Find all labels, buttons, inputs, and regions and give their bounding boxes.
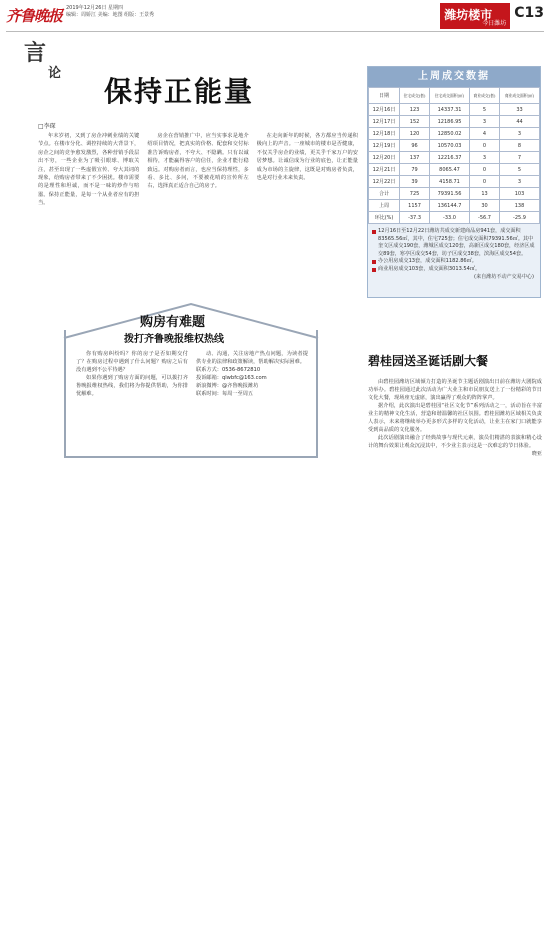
section-header — [440, 3, 544, 29]
table-header-row — [369, 88, 540, 104]
editorial-label-small: 论 — [48, 66, 62, 81]
table-cell: 103 — [500, 188, 540, 200]
weekly-sales-rows — [369, 104, 540, 224]
weekly-sales-table — [368, 87, 540, 224]
table-cell: 环比(%) — [369, 212, 400, 224]
table-cell: 12186.95 — [430, 116, 470, 128]
table-cell: 12月16日 — [369, 104, 400, 116]
weekly-sales-panel — [367, 66, 541, 298]
editorial-column: 在走向新年的时候，各方都应当传递积极向上的声音。一座城市的楼市是否健康，不仅关乎房企的业绩，更关乎千家万户的安居梦想。让诚信成为行业的底色，让正能量成为市场的主旋律，这既是对购房者负责，也是对行业未来负责。 — [256, 133, 358, 182]
contact-weibo: 新浪微博：@齐鲁晚报潍坊 — [196, 383, 259, 390]
article-paragraph: 此次话剧演出融合了经典故事与现代元素，演员们精湛的表演和精心设计的舞台效果让观众沉浸其中，不少业主表示这是一次难忘的节日体验。 — [368, 435, 542, 449]
table-cell: 120 — [400, 128, 430, 140]
table-cell: 39 — [400, 176, 430, 188]
table-cell: 1157 — [400, 200, 430, 212]
table-cell: 137 — [400, 152, 430, 164]
column-header: 住宅成交面积(㎡) — [430, 88, 470, 104]
table-cell: 4158.71 — [430, 176, 470, 188]
table-cell: 3 — [500, 128, 540, 140]
complaint-paragraph: 如果你遇到了购房方面的问题，可以拨打齐鲁晚报维权热线，我们将为你提供帮助，为你排忧解难。 — [76, 375, 188, 398]
table-cell: 136144.7 — [430, 200, 470, 212]
issue-editors: 编辑：周娇江 美编：地图 组版：王景秀 — [66, 12, 155, 18]
complaint-paragraph: 你有购房纠纷吗？你的房子是否如期交付了？在购房过程中遇到了什么问题？购房之后有没有遇到不公平待遇？ — [76, 351, 188, 374]
table-cell: 3 — [500, 176, 540, 188]
table-cell: 4 — [470, 128, 500, 140]
complaint-column — [76, 350, 188, 454]
table-row — [369, 140, 540, 152]
table-cell: 0 — [470, 164, 500, 176]
table-cell: -33.0 — [430, 212, 470, 224]
complaint-subtitle: 拨打齐鲁晚报维权热线 — [124, 334, 224, 345]
section-banner — [440, 3, 510, 29]
table-cell: 5 — [500, 164, 540, 176]
page-number: C13 — [514, 5, 544, 21]
editorial-column: 房企在营销推广中，应当实事求是地介绍项目情况，把真实的价格、配套和交付标准告诉购房者，不夸大、不隐瞒。只有以诚相待，才能赢得客户的信任，企业才能行稳致远。对购房者而言，也应当保持理性，多看、多比、多问，不要被花哨的宣传所左右，选择真正适合自己的房子。 — [147, 133, 249, 190]
table-cell: 30 — [470, 200, 500, 212]
complaint-title: 购房有难题 — [140, 315, 206, 330]
table-cell: 12月22日 — [369, 176, 400, 188]
table-row — [369, 164, 540, 176]
table-cell: 12月21日 — [369, 164, 400, 176]
sales-source: (来自潍坊不动产交易中心) — [473, 273, 534, 280]
editorial-label-big: 言 — [24, 40, 47, 66]
complaint-column — [196, 350, 308, 454]
table-row — [369, 188, 540, 200]
table-cell: 13 — [470, 188, 500, 200]
table-cell: 152 — [400, 116, 430, 128]
editorial-body — [38, 132, 358, 292]
table-cell: 上周 — [369, 200, 400, 212]
table-cell: 8065.47 — [430, 164, 470, 176]
complaint-body — [76, 350, 308, 454]
section-subtitle: 今日潍坊 — [482, 20, 507, 27]
article-paragraph: 由碧桂园潍坊区域倾力打造的圣诞节主题话剧演出日前在潍坊大剧院成功举办。碧桂园通过此次活动为广大业主和市民朋友送上了一份精彩的节日文化大餐，现场座无虚席，演出赢得了观众的阵阵掌声。 — [368, 379, 542, 401]
sales-note: 商业用房成交103套，成交面积3013.54㎡。 — [372, 266, 536, 274]
sales-note: 办公用房成交13套，成交面积1182.86㎡。 — [372, 258, 536, 266]
table-cell: 138 — [500, 200, 540, 212]
table-cell: 0 — [470, 140, 500, 152]
column-header: 商业成交(套) — [470, 88, 500, 104]
column-header: 日期 — [369, 88, 400, 104]
column-header: 商业成交面积(㎡) — [500, 88, 540, 104]
table-cell: 123 — [400, 104, 430, 116]
table-row — [369, 176, 540, 188]
table-cell: 12月20日 — [369, 152, 400, 164]
table-cell: -37.3 — [400, 212, 430, 224]
table-row — [369, 152, 540, 164]
table-cell: 725 — [400, 188, 430, 200]
table-cell: 8 — [500, 140, 540, 152]
table-cell: 79 — [400, 164, 430, 176]
table-row — [369, 104, 540, 116]
table-cell: 12月17日 — [369, 116, 400, 128]
editorial-title: 保持正能量 — [104, 75, 255, 108]
table-cell: 12月19日 — [369, 140, 400, 152]
column-header: 住宅成交(套) — [400, 88, 430, 104]
contact-email: 投诉邮箱：qlwbfc@163.com — [196, 375, 267, 382]
table-cell: -56.7 — [470, 212, 500, 224]
table-row — [369, 116, 540, 128]
table-cell: 12850.02 — [430, 128, 470, 140]
editorial-byline: □李琛 — [38, 123, 56, 130]
weekly-sales-title: 上周成交数据 — [368, 67, 540, 87]
editorial-column: 年末岁初，又到了房企冲刺业绩的关键节点。在楼市分化、调控持续的大背景下，房企之间的竞争愈发激烈，各种营销手段层出不穷，一些企业为了吸引眼球、博取关注，甚至出现了一些虚假宣传、夸大其词的现象，给购房者带来了不少困扰。楼市需要的是理性和坦诚，而不是一味的炒作与喧嚣。保持正能量，是每一个从业者应有的担当。 — [38, 133, 140, 207]
table-cell: -25.9 — [500, 212, 540, 224]
table-cell: 79391.56 — [430, 188, 470, 200]
table-cell: 0 — [470, 176, 500, 188]
table-cell: 12月18日 — [369, 128, 400, 140]
table-cell: 3 — [470, 116, 500, 128]
issue-meta — [66, 5, 154, 19]
article-paragraph: 据介绍，此次演出是碧桂园“社区文化节”系列活动之一，活动旨在丰富业主的精神文化生活，营造和谐温馨的社区氛围。碧桂园潍坊区域相关负责人表示，未来将继续举办更多形式多样的文化活动，让业主在家门口就能享受到高品质的文化服务。 — [368, 403, 542, 433]
weekly-sales-notes — [368, 224, 540, 281]
newspaper-masthead: 齐鲁晚报 — [6, 7, 63, 25]
table-cell: 5 — [470, 104, 500, 116]
table-cell: 10570.03 — [430, 140, 470, 152]
table-cell: 33 — [500, 104, 540, 116]
complaint-paragraph: 动、沟通，关注房地产热点问题，为读者提供专业的法律和政策解读，帮助解决实际困难。 — [196, 351, 308, 366]
table-cell: 12216.37 — [430, 152, 470, 164]
table-cell: 14337.31 — [430, 104, 470, 116]
article-body — [368, 378, 542, 528]
article-headline: 碧桂园送圣诞话剧大餐 — [368, 354, 489, 368]
contact-hours: 联系时间：每周一至周五 — [196, 391, 254, 398]
section-title: 潍坊楼市 — [444, 8, 493, 22]
table-row — [369, 212, 540, 224]
table-row — [369, 128, 540, 140]
table-row — [369, 200, 540, 212]
table-cell: 7 — [500, 152, 540, 164]
table-cell: 44 — [500, 116, 540, 128]
table-cell: 96 — [400, 140, 430, 152]
article-author: 晓亚 — [531, 451, 542, 457]
table-cell: 3 — [470, 152, 500, 164]
sales-note: 12月16日至12月22日潍坊共成交新建商品房941套，成交面积83565.56㎡，其中，住宅725套；住宅成交面积79391.56㎡。其中奎文区成交190套，潍城区成交120套，高新区成交180套，经济区成交89套，寒亭区成交54套，坊子区成交38套，滨海区成交54套。 — [372, 228, 536, 258]
issue-date: 2019年12月26日 星期四 — [66, 5, 124, 11]
contact-phone: 联系方式：0536-8672810 — [196, 367, 261, 374]
header-divider — [6, 31, 544, 32]
table-cell: 合计 — [369, 188, 400, 200]
